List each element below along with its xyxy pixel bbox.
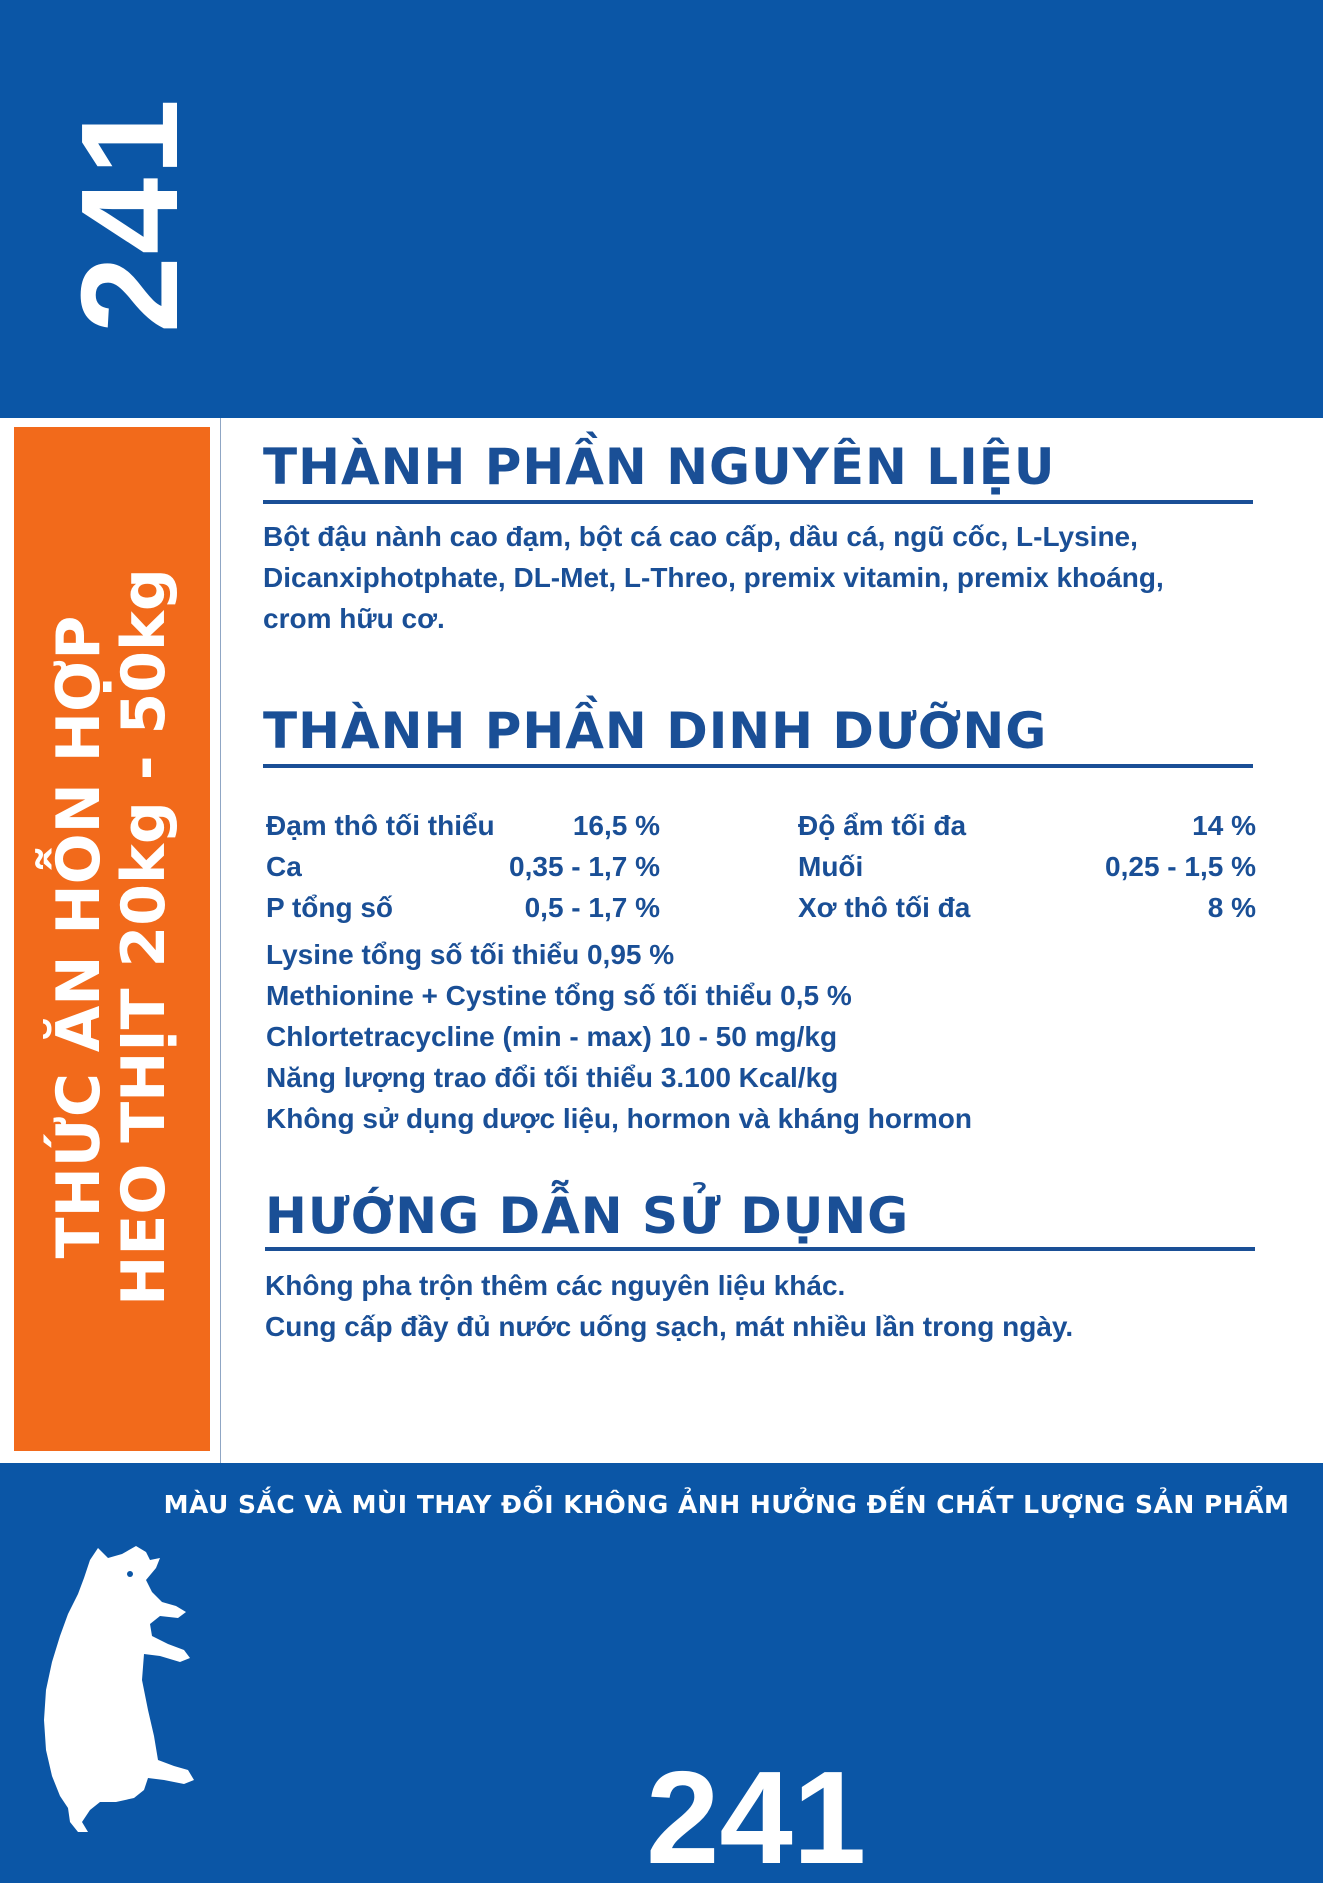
usage-section: [265, 1187, 1255, 1347]
side-title: [44, 568, 179, 1306]
nutrition-section: [263, 702, 1253, 768]
nutrition-notes: [266, 934, 972, 1139]
nutrition-row: [266, 892, 1256, 933]
side-title-line1: THỨC ĂN HỖN HỢP: [44, 615, 115, 1259]
nutrient-name: Độ ẩm tối đa: [798, 810, 967, 841]
nutrient-value: 0,25 - 1,5 %: [1105, 851, 1256, 882]
nutrition-row: [266, 810, 1256, 851]
nutrition-rule: [263, 764, 1253, 768]
side-title-line2: HEO THỊT 20kg - 50kg: [109, 568, 179, 1306]
nutrient-value: 14 %: [1192, 810, 1256, 841]
pig-icon: [38, 1540, 208, 1840]
nutrition-row: [266, 851, 1256, 892]
ingredients-text: [263, 516, 1253, 639]
nutrition-note: Năng lượng trao đổi tối thiểu 3.100 Kcal/kg: [266, 1062, 839, 1093]
nutrient-value: 16,5 %: [572, 810, 660, 841]
nutrition-note: Không sử dụng dược liệu, hormon và kháng hormon: [266, 1103, 973, 1134]
nutrient-value: 0,5 - 1,7 %: [524, 892, 660, 923]
product-code-bottom: 241: [646, 1744, 867, 1891]
ingredients-rule: [263, 500, 1253, 504]
quality-notice: MÀU SẮC VÀ MÙI THAY ĐỔI KHÔNG ẢNH HƯỞNG ĐẾN CHẤT LƯỢNG SẢN PHẨM: [163, 1490, 1290, 1519]
usage-line: Cung cấp đầy đủ nước uống sạch, mát nhiều lần trong ngày.: [265, 1311, 1074, 1342]
nutrition-table: [266, 810, 1256, 933]
nutrient-name: Đạm thô tối thiểu: [266, 810, 495, 841]
usage-text: [265, 1265, 1255, 1347]
nutrition-title: THÀNH PHẦN DINH DƯỠNG: [263, 702, 1048, 760]
nutrition-note: Lysine tổng số tối thiểu 0,95 %: [266, 939, 675, 970]
left-strip-divider: [220, 418, 221, 1463]
ingredients-section: [263, 438, 1253, 639]
nutrient-name: Ca: [266, 851, 302, 882]
usage-title: HƯỚNG DẪN SỬ DỤNG: [265, 1187, 910, 1245]
nutrient-value: 8 %: [1207, 892, 1256, 923]
nutrition-note: Chlortetracycline (min - max) 10 - 50 mg/kg: [266, 1021, 838, 1052]
usage-line: Không pha trộn thêm các nguyên liệu khác.: [265, 1270, 846, 1301]
ingredients-line: Dicanxiphotphate, DL-Met, L-Threo, premix vitamin, premix khoáng,: [263, 562, 1164, 593]
nutrient-name: Muối: [798, 851, 864, 882]
nutrient-name: Xơ thô tối đa: [798, 892, 971, 923]
nutrition-note: Methionine + Cystine tổng số tối thiểu 0,5 %: [266, 980, 852, 1011]
nutrient-value: 0,35 - 1,7 %: [509, 851, 660, 882]
ingredients-line: Bột đậu nành cao đạm, bột cá cao cấp, dầu cá, ngũ cốc, L-Lysine,: [263, 521, 1138, 552]
product-code-top: 241: [53, 96, 207, 334]
ingredients-title: THÀNH PHẦN NGUYÊN LIỆU: [263, 438, 1056, 496]
ingredients-line: crom hữu cơ.: [263, 603, 445, 634]
usage-rule: [265, 1247, 1255, 1251]
nutrient-name: P tổng số: [266, 892, 394, 923]
